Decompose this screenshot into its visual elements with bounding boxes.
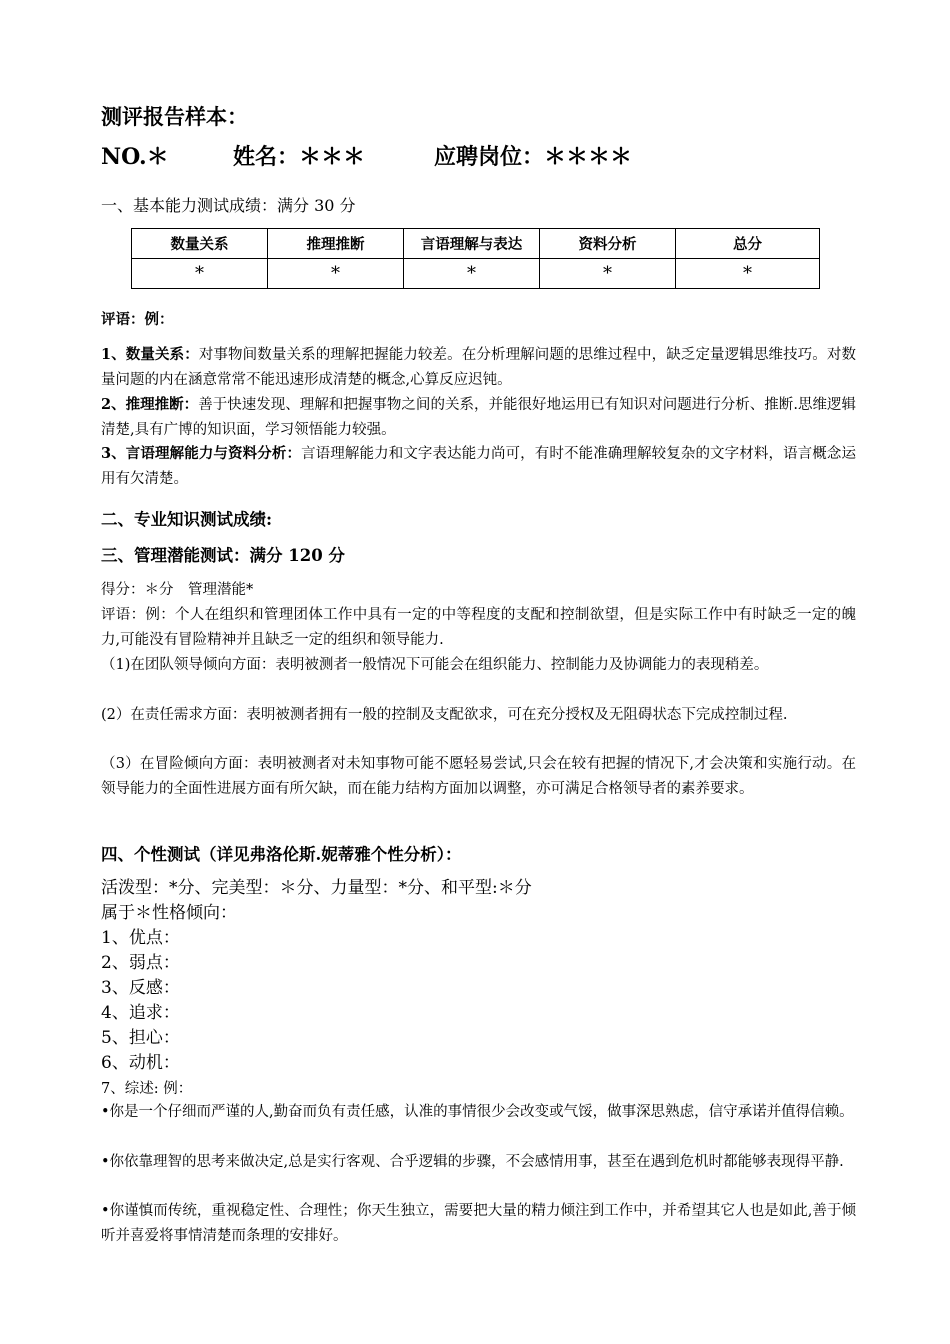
summary-bullet-3: •你谨慎而传统，重视稳定性、合理性；你天生独立，需要把大量的精力倾注到工作中，并希望其它人也是如此,善于倾听并喜爱将事情清楚而条理的安排好。 [101,1203,856,1244]
section4-heading: 四、个性测试（详见弗洛伦斯.妮蒂雅个性分析）： [101,845,462,864]
comment-item-1 [101,342,856,393]
score-table-row [132,259,820,289]
personality-tendency: 属于＊性格倾向： [101,903,237,923]
section3-point-3: （3）在冒险倾向方面：表明被测者对未知事物可能不愿轻易尝试,只会在较有把握的情况下,才会决策和实施行动。在领导能力的全面性进展方面有所欠缺，而在能力结构方面加以调整，亦可满足合格领导者的素养要求。 [101,756,856,797]
comment-item-text: 对事物间数量关系的理解把握能力较差。在分析理解问题的思维过程中，缺乏定量逻辑思维技巧。对数量问题的内在涵意常常不能迅速形成清楚的概念,心算反应迟钝。 [101,347,857,388]
table-header: 推理推断 [268,229,404,259]
comment-item-text: 言语理解能力和文字表达能力尚可，有时不能准确理解较复杂的文字材料，语言概念运用有欠清楚。 [101,446,856,487]
table-cell: * [676,259,820,289]
section3-comment: 评语：例：个人在组织和管理团体工作中具有一定的中等程度的支配和控制欲望，但是实际工作中有时缺乏一定的魄力,可能没有冒险精神并且缺乏一定的组织和领导能力. [101,607,856,648]
comment-item-label: 1、数量关系： [101,346,199,363]
candidate-name: 姓名：＊＊＊ [233,144,366,170]
section3-point-2: (2）在责任需求方面：表明被测者拥有一般的控制及支配欲求，可在充分授权及无阻碍状态下完成控制过程. [101,707,788,723]
section1-heading: 一、基本能力测试成绩：满分 30 分 [101,196,356,215]
summary-bullet-2: •你依靠理智的思考来做决定,总是实行客观、合乎逻辑的步骤，不会感情用事，甚至在遇到危机时都能够表现得平静. [101,1154,844,1170]
applied-position: 应聘岗位：＊＊＊＊ [434,144,633,170]
section2-heading: 二、专业知识测试成绩: [101,510,273,529]
score-table-header-row [132,229,820,259]
table-cell: * [404,259,540,289]
table-header: 资料分析 [540,229,676,259]
list-item: 2、弱点： [101,953,180,973]
list-item: 5、担心： [101,1028,180,1048]
section3-point-1: （1)在团队领导倾向方面：表明被测者一般情况下可能会在组织能力、控制能力及协调能力的表现稍差。 [101,657,769,673]
summary-bullet-1: •你是一个仔细而严谨的人,勤奋而负有责任感，认准的事情很少会改变或气馁，做事深思熟虑，信守承诺并值得信赖。 [101,1104,854,1120]
report-number: NO.＊ [101,144,169,170]
section1-comment-label: 评语：例： [101,311,174,328]
summary-label: 7、综述: 例： [101,1081,193,1097]
list-item: 1、优点： [101,928,180,948]
report-title: 测评报告样本： [101,104,248,129]
table-cell: * [268,259,404,289]
table-header: 总分 [676,229,820,259]
comment-item-2 [101,392,856,443]
comment-item-label: 3、言语理解能力与资料分析： [101,445,302,462]
table-cell: * [132,259,268,289]
table-header: 言语理解与表达 [404,229,540,259]
section3-heading: 三、管理潜能测试：满分 120 分 [101,546,345,565]
list-item: 3、反感： [101,978,180,998]
section3-score-line: 得分：＊分 管理潜能* [101,582,254,598]
list-item: 6、动机： [101,1053,180,1073]
comment-item-text: 善于快速发现、理解和把握事物之间的关系，并能很好地运用已有知识对问题进行分析、推断.思维逻辑清楚,具有广博的知识面，学习领悟能力较强。 [101,397,856,438]
score-table [131,228,820,289]
comment-item-label: 2、推理推断： [101,396,199,413]
personality-types-line: 活泼型：*分、完美型：＊分、力量型：*分、和平型:＊分 [101,878,532,898]
list-item: 4、追求： [101,1003,180,1023]
table-header: 数量关系 [132,229,268,259]
table-cell: * [540,259,676,289]
comment-item-3 [101,441,856,492]
